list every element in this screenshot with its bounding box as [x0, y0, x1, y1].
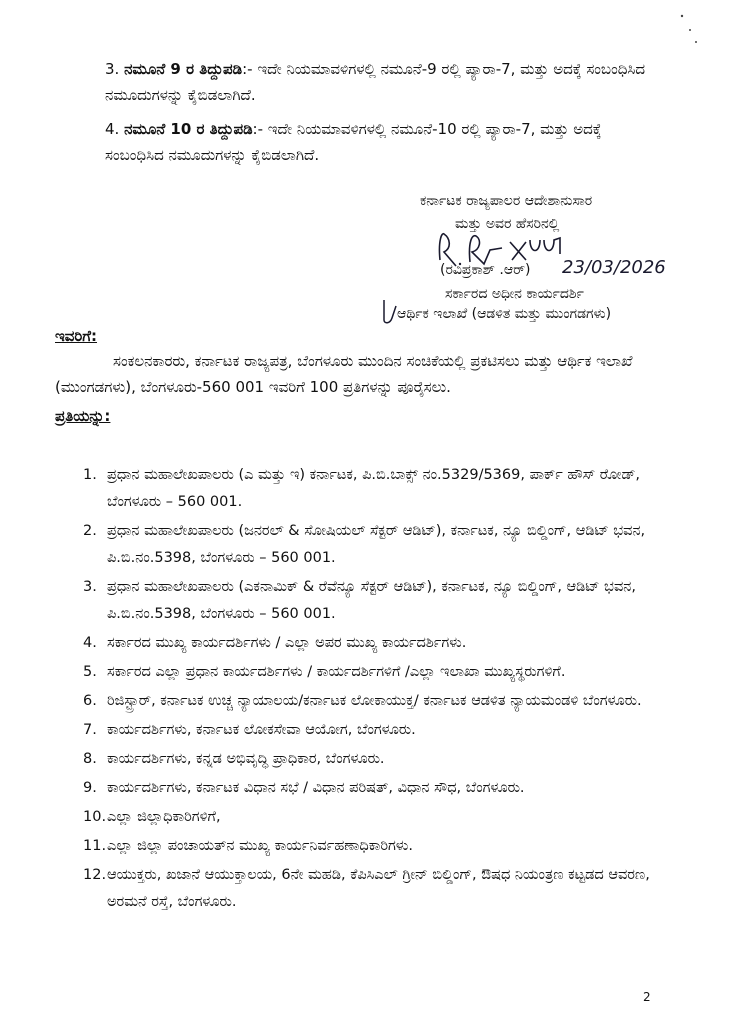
amendment-paragraph-4	[105, 116, 665, 168]
list-item-number: 2.	[83, 523, 97, 539]
signature-date: 23/03/2026	[562, 257, 666, 278]
signatory-name: (ರವಿಪ್ರಕಾಶ್ .ಆರ್)	[440, 262, 531, 278]
list-item-text: ಕಾರ್ಯದರ್ಶಿಗಳು, ಕರ್ನಾಟಕ ವಿಧಾನ ಸಭೆ / ವಿಧಾನ ಪರಿಷತ್, ವಿಧಾನ ಸೌಧ, ಬೆಂಗಳೂರು.	[107, 780, 525, 796]
list-item-number: 9.	[83, 780, 97, 796]
signatory-designation: ಸರ್ಕಾರದ ಅಧೀನ ಕಾರ್ಯದರ್ಶಿ	[445, 286, 584, 302]
paragraph-heading: ನಮೂನೆ 9 ರ ತಿದ್ದುಪಡಿ	[124, 60, 243, 78]
copies-list	[55, 462, 665, 918]
list-item-text: ಎಲ್ಲಾ ಜಿಲ್ಲಾ ಪಂಚಾಯತ್‌ನ ಮುಖ್ಯ ಕಾರ್ಯನಿರ್ವಹಣಾಧಿಕಾರಿಗಳು.	[107, 838, 413, 854]
list-item-number: 8.	[83, 751, 97, 767]
list-item-text: ಕಾರ್ಯದರ್ಶಿಗಳು, ಕನ್ನಡ ಅಭಿವೃದ್ಧಿ ಪ್ರಾಧಿಕಾರ, ಬೆಂಗಳೂರು.	[107, 751, 385, 767]
list-item-number: 5.	[83, 664, 97, 680]
list-item	[55, 717, 665, 744]
handwritten-signature	[430, 220, 700, 290]
list-item	[55, 833, 665, 860]
list-item-text: ಆಯುಕ್ತರು, ಖಜಾನೆ ಆಯುಕ್ತಾಲಯ, 6ನೇ ಮಹಡಿ, ಕೆಪಿಸಿಎಲ್ ಗ್ರೀನ್ ಬಿಲ್ಡಿಂಗ್, ಔಷಧ ನಿಯಂತ್ರಣ ಕಟ್ಟಡದ ಆವರಣ, ಅರಮನೆ ರಸ್ತೆ, ಬೆಂಗಳೂರು.	[107, 867, 650, 910]
ivarige-text: ಸಂಕಲನಕಾರರು, ಕರ್ನಾಟಕ ರಾಜ್ಯಪತ್ರ, ಬೆಂಗಳೂರು ಮುಂದಿನ ಸಂಚಿಕೆಯಲ್ಲಿ ಪ್ರಕಟಿಸಲು ಮತ್ತು ಆರ್ಥಿಕ ಇಲಾಖೆ (ಮುಂಗಡಗಳು), ಬೆಂಗಳೂರು-560 001 ಇವರಿಗೆ 100 ಪ್ರತಿಗಳನ್ನು ಪೂರೈಸಲು.	[55, 352, 633, 396]
list-item-number: 6.	[83, 693, 97, 709]
list-item-text: ಸರ್ಕಾರದ ಮುಖ್ಯ ಕಾರ್ಯದರ್ಶಿಗಳು / ಎಲ್ಲಾ ಅಪರ ಮುಖ್ಯ ಕಾರ್ಯದರ್ಶಿಗಳು.	[107, 635, 467, 651]
list-item	[55, 518, 665, 572]
list-item-text: ಪ್ರಧಾನ ಮಹಾಲೇಖಪಾಲರು (ಎ ಮತ್ತು ಇ) ಕರ್ನಾಟಕ, ಪಿ.ಬಿ.ಬಾಕ್ಸ್ ನಂ.5329/5369, ಪಾರ್ಕ್ ಹೌಸ್ ರೋಡ್, ಬೆಂಗಳೂರು – 560 001.	[107, 467, 641, 510]
list-item-number: 4.	[83, 635, 97, 651]
list-item	[55, 659, 665, 686]
list-item	[55, 746, 665, 773]
list-item	[55, 804, 665, 831]
copies-label: ಪ್ರತಿಯನ್ನು:	[55, 407, 111, 425]
paragraph-number: 4.	[105, 120, 125, 138]
page-number: 2	[643, 990, 651, 1004]
list-item-number: 1.	[83, 467, 97, 483]
list-item	[55, 630, 665, 657]
signatory-department: ಆರ್ಥಿಕ ಇಲಾಖೆ (ಆಡಳಿತ ಮತ್ತು ಮುಂಗಡಗಳು)	[397, 306, 612, 322]
paragraph-number: 3.	[105, 60, 125, 78]
list-item-number: 12.	[83, 867, 107, 883]
list-item	[55, 775, 665, 802]
signature-line-2: ಮತ್ತು ಅವರ ಹೆಸರಿನಲ್ಲಿ	[455, 216, 560, 232]
scan-marks	[670, 8, 710, 48]
list-item-number: 7.	[83, 722, 97, 738]
list-item	[55, 688, 665, 715]
paragraph-text: :- ಇದೇ ನಿಯಮಾವಳಿಗಳಲ್ಲಿ ನಮೂನೆ-9 ರಲ್ಲಿ ಪ್ಯಾರಾ-7, ಮತ್ತು ಅದಕ್ಕೆ ಸಂಬಂಧಿಸಿದ ನಮೂದುಗಳನ್ನು ಕೈಬಿಡಲಾಗಿದೆ.	[105, 60, 646, 104]
paragraph-heading: ನಮೂನೆ 10 ರ ತಿದ್ದುಪಡಿ	[124, 120, 253, 138]
list-item-number: 11.	[83, 838, 107, 854]
list-item-text: ಕಾರ್ಯದರ್ಶಿಗಳು, ಕರ್ನಾಟಕ ಲೋಕಸೇವಾ ಆಯೋಗ, ಬೆಂಗಳೂರು.	[107, 722, 416, 738]
list-item	[55, 862, 665, 916]
list-item-number: 3.	[83, 579, 97, 595]
signature-line-1: ಕರ್ನಾಟಕ ರಾಜ್ಯಪಾಲರ ಆದೇಶಾನುಸಾರ	[420, 193, 593, 209]
list-item-text: ರಿಜಿಸ್ಟ್ರಾರ್, ಕರ್ನಾಟಕ ಉಚ್ಚ ನ್ಯಾಯಾಲಯ/ಕರ್ನಾಟಕ ಲೋಕಾಯುಕ್ತ/ ಕರ್ನಾಟಕ ಆಡಳಿತ ನ್ಯಾಯಮಂಡಳಿ ಬೆಂಗಳೂರು.	[107, 693, 642, 709]
list-item	[55, 574, 665, 628]
list-item-text: ಸರ್ಕಾರದ ಎಲ್ಲಾ ಪ್ರಧಾನ ಕಾರ್ಯದರ್ಶಿಗಳು / ಕಾರ್ಯದರ್ಶಿಗಳಿಗೆ /ಎಲ್ಲಾ ಇಲಾಖಾ ಮುಖ್ಯಸ್ಥರುಗಳಿಗೆ.	[107, 664, 566, 680]
list-item	[55, 462, 665, 516]
list-item-number: 10.	[83, 809, 107, 825]
paragraph-text: :- ಇದೇ ನಿಯಮಾವಳಿಗಳಲ್ಲಿ ನಮೂನೆ-10 ರಲ್ಲಿ ಪ್ಯಾರಾ-7, ಮತ್ತು ಅದಕ್ಕೆ ಸಂಬಂಧಿಸಿದ ನಮೂದುಗಳನ್ನು ಕೈಬಿಡಲಾಗಿದೆ.	[105, 120, 602, 164]
amendment-paragraph-3	[105, 56, 665, 108]
ivarige-label: ಇವರಿಗೆ:	[55, 327, 98, 345]
list-item-text: ಎಲ್ಲಾ ಜಿಲ್ಲಾಧಿಕಾರಿಗಳಿಗೆ,	[107, 809, 221, 825]
list-item-text: ಪ್ರಧಾನ ಮಹಾಲೇಖಪಾಲರು (ಎಕನಾಮಿಕ್ & ರೆವೆನ್ಯೂ ಸೆಕ್ಟರ್ ಆಡಿಟ್), ಕರ್ನಾಟಕ, ನ್ಯೂ ಬಿಲ್ಡಿಂಗ್, ಆಡಿಟ್ ಭವನ, ಪಿ.ಬಿ.ನಂ.5398, ಬೆಂಗಳೂರು – 560 001.	[107, 579, 636, 622]
list-item-text: ಪ್ರಧಾನ ಮಹಾಲೇಖಪಾಲರು (ಜನರಲ್ & ಸೋಷಿಯಲ್ ಸೆಕ್ಟರ್ ಆಡಿಟ್), ಕರ್ನಾಟಕ, ನ್ಯೂ ಬಿಲ್ಡಿಂಗ್, ಆಡಿಟ್ ಭವನ, ಪಿ.ಬಿ.ನಂ.5398, ಬೆಂಗಳೂರು – 560 001.	[107, 523, 646, 566]
